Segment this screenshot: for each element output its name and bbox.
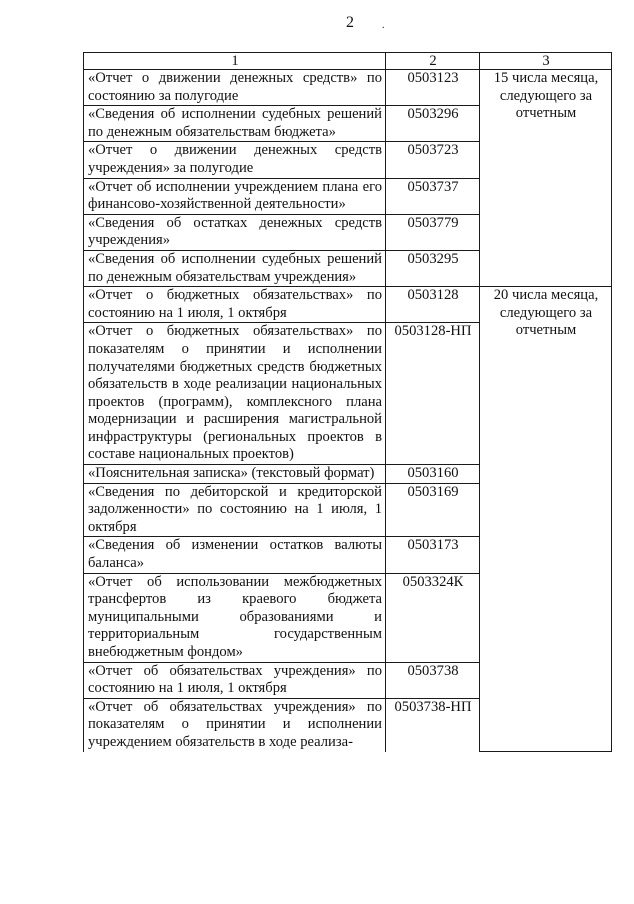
- form-code-cell: 0503160: [386, 465, 480, 484]
- form-code-cell: 0503128: [386, 287, 480, 323]
- form-code-cell: 0503738: [386, 662, 480, 698]
- form-code-cell: 0503123: [386, 70, 480, 106]
- report-name-cell: «Отчет об исполнении учреждением плана его финансово-хозяйственной деятельности»: [84, 178, 386, 214]
- page-number-dot: .: [382, 20, 385, 31]
- form-code-cell: 0503324К: [386, 573, 480, 662]
- page-number: [0, 14, 634, 32]
- report-name-cell: «Сведения об исполнении судебных решений по денежным обязательствам учреждения»: [84, 250, 386, 286]
- form-code-cell: 0503737: [386, 178, 480, 214]
- page-number-value: 2: [346, 14, 354, 31]
- form-code-cell: 0503738-НП: [386, 698, 480, 751]
- report-name-cell: «Отчет о бюджетных обязательствах» по состоянию на 1 июля, 1 октября: [84, 287, 386, 323]
- column-header-3: 3: [480, 53, 612, 70]
- table-row: [84, 70, 612, 106]
- deadline-cell: 15 числа месяца, следующего за отчетным: [480, 70, 612, 287]
- column-header-1: 1: [84, 53, 386, 70]
- report-name-cell: «Отчет о движении денежных средств» по состоянию за полугодие: [84, 70, 386, 106]
- report-name-cell: «Отчет об использовании межбюджетных трансфертов из краевого бюджета муниципальными образованиями и территориальным государственным внебюджетным фондом»: [84, 573, 386, 662]
- header-row: [84, 53, 612, 70]
- form-code-cell: 0503779: [386, 214, 480, 250]
- report-name-cell: «Отчет об обязательствах учреждения» по состоянию на 1 июля, 1 октября: [84, 662, 386, 698]
- report-name-cell: «Отчет об обязательствах учреждения» по показателям о принятии и исполнении учреждением обязательств в ходе реализа-: [84, 698, 386, 751]
- report-name-cell: «Сведения по дебиторской и кредиторской задолженности» по состоянию на 1 июля, 1 октября: [84, 483, 386, 537]
- form-code-cell: 0503296: [386, 106, 480, 142]
- form-code-cell: 0503723: [386, 142, 480, 178]
- form-code-cell: 0503173: [386, 537, 480, 573]
- column-header-2: 2: [386, 53, 480, 70]
- form-code-cell: 0503128-НП: [386, 323, 480, 465]
- report-name-cell: «Отчет о бюджетных обязательствах» по показателям о принятии и исполнении получателями бюджетных средств бюджетных обязательств в ходе реализации национальных проектов (программ), комплексного плана модернизации и расширения магистральной инфраструктуры (региональных проектов в составе национальных проектов): [84, 323, 386, 465]
- report-name-cell: «Сведения об остатках денежных средств учреждения»: [84, 214, 386, 250]
- report-name-cell: «Сведения об исполнении судебных решений по денежным обязательствам бюджета»: [84, 106, 386, 142]
- report-name-cell: «Отчет о движении денежных средств учреждения» за полугодие: [84, 142, 386, 178]
- report-name-cell: «Пояснительная записка» (текстовый формат): [84, 465, 386, 484]
- table-row: [84, 287, 612, 323]
- reporting-deadlines-table: [83, 52, 612, 752]
- form-code-cell: 0503169: [386, 483, 480, 537]
- deadline-cell: 20 числа месяца, следующего за отчетным: [480, 287, 612, 752]
- form-code-cell: 0503295: [386, 250, 480, 286]
- report-name-cell: «Сведения об изменении остатков валюты баланса»: [84, 537, 386, 573]
